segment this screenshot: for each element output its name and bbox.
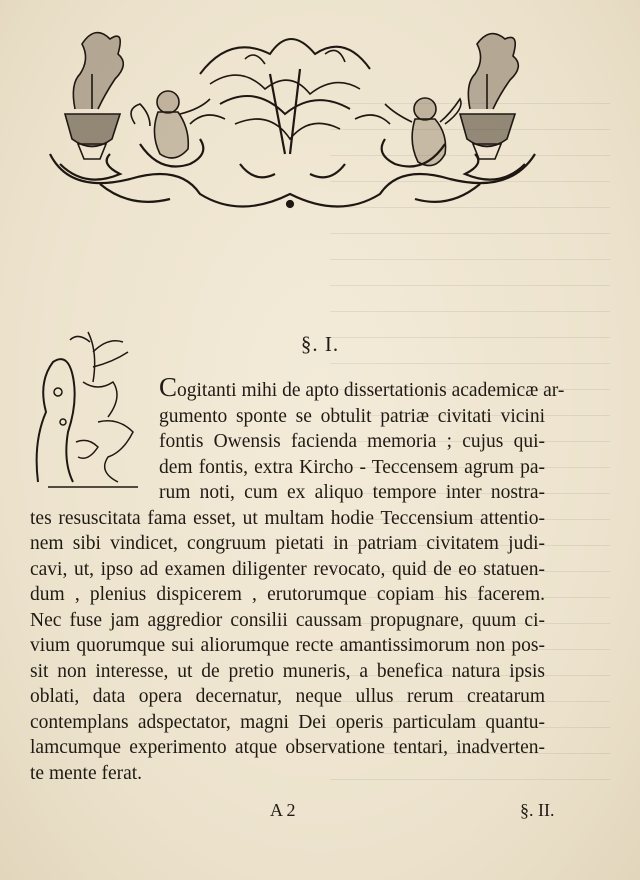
text-line: rum noti, cum ex aliquo tempore inter nostra-	[159, 482, 545, 503]
text-line: sit non interesse, ut de pretio muneris, a benefica natura ipsis	[30, 660, 545, 682]
text-line: Cogitanti mihi de apto dissertationis academicæ ar-	[159, 372, 565, 402]
text-line: cavi, ut, ipso ad examen diligenter revocato, quid de eo statuen-	[30, 558, 545, 580]
right-urn-tree	[460, 34, 518, 159]
scrollwork	[50, 139, 535, 207]
text-line: dem fontis, extra Kircho - Teccensem agrum pa-	[159, 456, 545, 478]
text-line: dum , plenius dispicerem , erutorumque copiam his facerem.	[30, 584, 545, 605]
text-line: vium quorumque sui aliorumque recte amantissimorum non pos-	[30, 635, 545, 656]
body-paragraph	[30, 372, 565, 786]
text-line: tes resuscitata fama esset, ut multam hodie Teccensium attentio-	[30, 507, 545, 529]
text-line: te mente ferat.	[30, 762, 143, 784]
signature-mark: A 2	[270, 800, 296, 820]
woodcut-headpiece	[40, 14, 545, 219]
text-line: contemplans adspectator, magni Dei operis particulam quantu-	[30, 711, 545, 733]
central-foliage	[190, 39, 390, 154]
catchword: §. II.	[520, 800, 555, 820]
text-line: gumento sponte se obtulit patriæ civitati vicini	[159, 405, 545, 427]
text-line: oblati, data opera decernatur, neque ullus rerum creatarum	[30, 686, 545, 707]
text-line: lamcumque experimento atque observatione tentari, inadverten-	[30, 737, 545, 758]
text-line: fontis Owensis facienda memoria ; cujus qui-	[159, 431, 545, 452]
text-line: nem sibi vindicet, congruum pietati in patriam civitatem judi-	[30, 533, 545, 554]
text-line: Nec fuse jam aggredior consilii caussam propugnare, quum ci-	[30, 609, 545, 631]
left-urn-tree	[65, 33, 123, 159]
drop-cap: C	[159, 372, 178, 402]
right-cherub	[385, 98, 461, 166]
page-footer	[0, 800, 640, 830]
section-heading: §. I.	[300, 332, 340, 356]
